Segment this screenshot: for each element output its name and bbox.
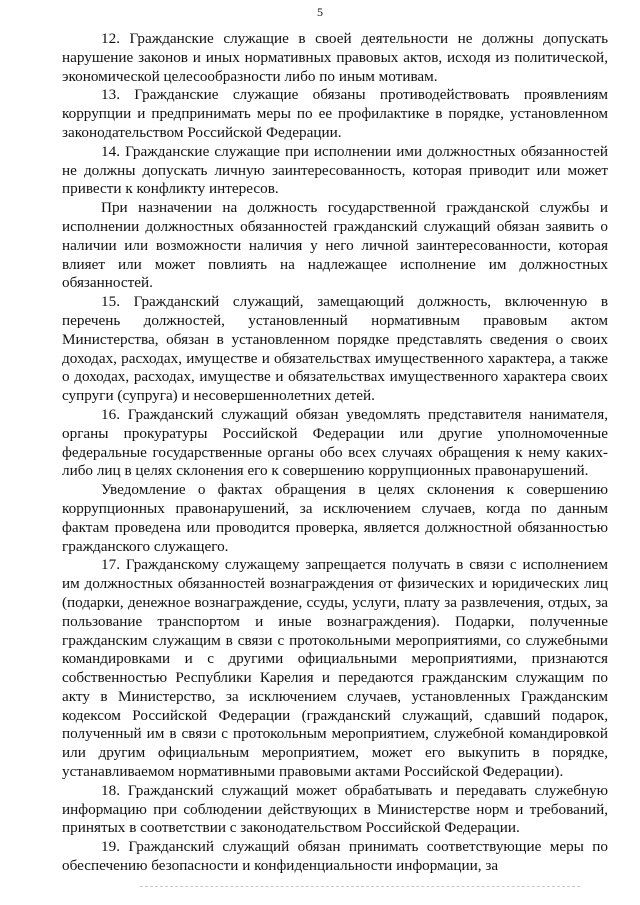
footer-rule <box>140 886 580 887</box>
paragraph: 18. Гражданский служащий может обрабатывать и передавать служебную информацию при соблюдении действующих в Министерстве норм и требований, принятых в соответствии с законодательством Российской Федерации. <box>62 781 608 837</box>
paragraph: 13. Гражданские служащие обязаны противодействовать проявлениям коррупции и предпринимать меры по ее профилактике в порядке, установленном законодательством Российской Федерации. <box>62 86 608 141</box>
page-number: 5 <box>317 5 323 19</box>
paragraph: При назначении на должность государственной гражданской службы и исполнении должностных обязанностей гражданский служащий обязан заявить о наличии или возможности наличия у него личной заинтересованности, которая влияет или может повлиять на надлежащее исполнение им должностных обязанностей. <box>62 199 608 292</box>
paragraph: 12. Гражданские служащие в своей деятельности не должны допускать нарушение законов и иных нормативных правовых актов, исходя из политической, экономической целесообразности либо по иным мотивам. <box>62 30 608 85</box>
document-body <box>62 30 608 876</box>
paragraph: 19. Гражданский служащий обязан принимать соответствующие меры по обеспечению безопасности и конфиденциальности информации, за <box>62 838 608 875</box>
paragraph: Уведомление о фактах обращения в целях склонения к совершению коррупционных правонарушений, за исключением случаев, когда по данным фактам проведена или проводится проверка, является должностной обязанностью гражданского служащего. <box>62 481 608 555</box>
paragraph: 16. Гражданский служащий обязан уведомлять представителя нанимателя, органы прокуратуры Российской Федерации или другие уполномоченные федеральные государственные органы обо всех случаях обращения к нему каких-либо лиц в целях склонения его к совершению коррупционных правонарушений. <box>62 405 608 480</box>
paragraph: 17. Гражданскому служащему запрещается получать в связи с исполнением им должностных обязанностей вознаграждения от физических и юридических лиц (подарки, денежное вознаграждение, ссуды, услуги, плату за развлечения, отдых, за пользование транспортом и иные вознаграждения). Подарки, полученные гражданским служащим в связи с протокольными мероприятиями, со служебными командировками и с другими официальными мероприятиями, признаются собственностью Республики Карелия и передаются гражданским служащим по акту в Министерство, за исключением случаев, установленных Гражданским кодексом Российской Федерации (гражданский служащий, сдавший подарок, полученный им в связи с протокольным мероприятием, служебной командировкой или другим официальным мероприятием, может его выкупить в порядке, устанавливаемом нормативными правовыми актами Российской Федерации). <box>62 556 608 781</box>
paragraph: 15. Гражданский служащий, замещающий должность, включенную в перечень должностей, установленный нормативным правовым актом Министерства, обязан в установленном порядке представлять сведения о своих доходах, расходах, имуществе и обязательствах имущественного характера, а также о доходах, расходах, имуществе и обязательствах имущественного характера своих супруги (супруга) и несовершеннолетних детей. <box>62 293 608 405</box>
paragraph: 14. Гражданские служащие при исполнении ими должностных обязанностей не должны допускать личную заинтересованность, которая приводит или может привести к конфликту интересов. <box>62 142 608 198</box>
